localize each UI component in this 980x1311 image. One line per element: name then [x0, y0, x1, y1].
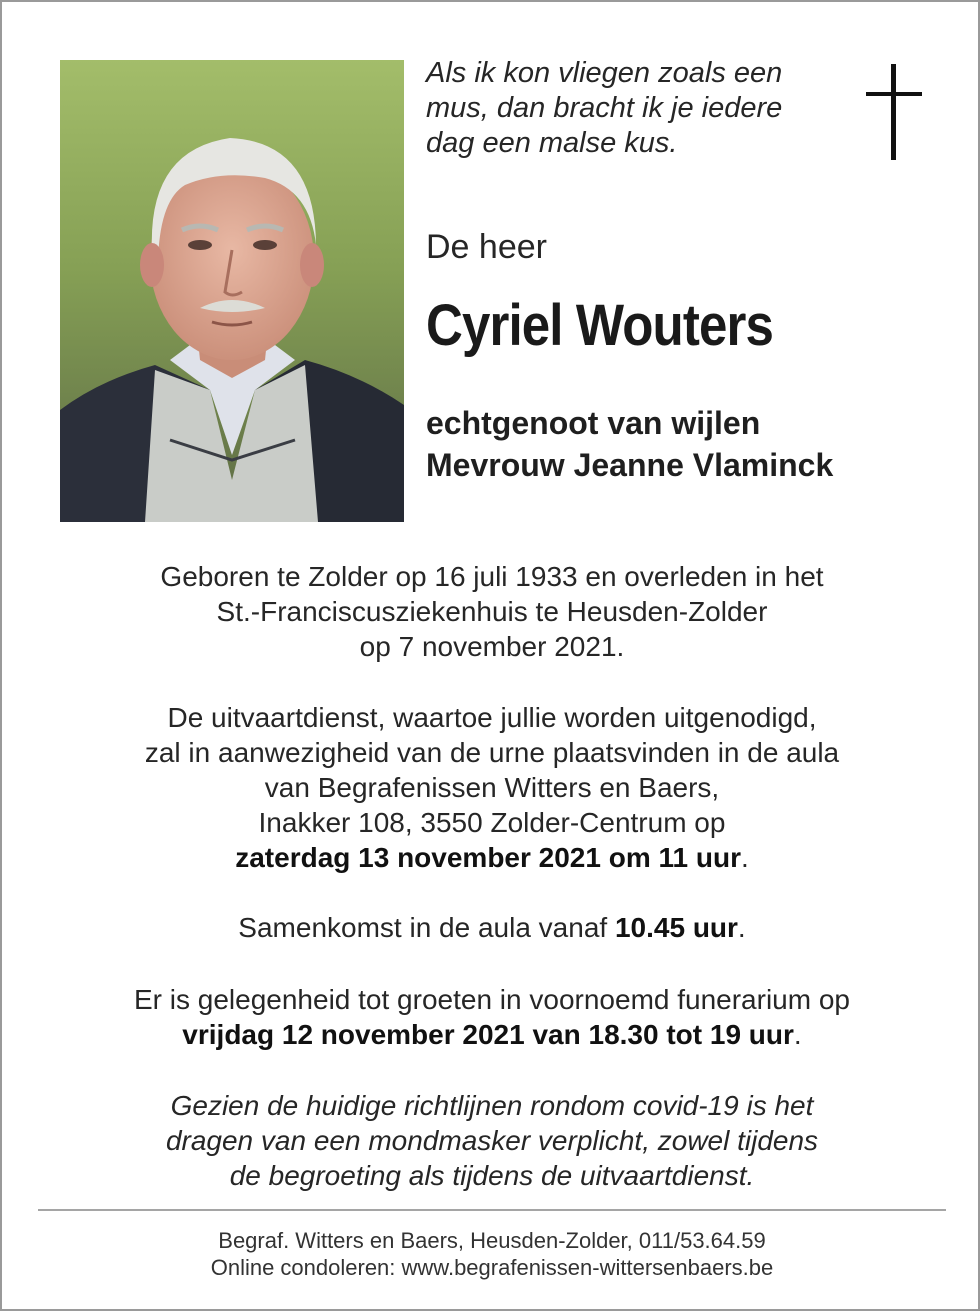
deceased-name: Cyriel Wouters: [426, 293, 773, 358]
gathering-paragraph: [42, 910, 942, 945]
footer-condolence-link[interactable]: Online condoleren: www.begrafenissen-wittersenbaers.be: [210, 1255, 774, 1280]
covid-line: Gezien de huidige richtlijnen rondom covid-19 is het: [170, 1090, 814, 1121]
service-line: De uitvaartdienst, waartoe jullie worden uitgenodigd,: [167, 702, 817, 733]
birth-death-line: St.-Franciscusziekenhuis te Heusden-Zolder: [216, 596, 768, 627]
viewing-line: Er is gelegenheid tot groeten in voornoemd funerarium op: [134, 984, 850, 1015]
service-paragraph: [42, 700, 942, 875]
spouse-line: Mevrouw Jeanne Vlaminck: [426, 447, 834, 483]
poem: [426, 56, 846, 161]
spouse-info: [426, 402, 833, 486]
service-line: van Begrafenissen Witters en Baers,: [264, 772, 720, 803]
birth-death-paragraph: [42, 559, 942, 664]
birth-death-line: op 7 november 2021.: [359, 631, 625, 662]
birth-death-line: Geboren te Zolder op 16 juli 1933 en overleden in het: [160, 561, 824, 592]
gathering-suffix: .: [737, 912, 746, 943]
honorific: De heer: [426, 228, 547, 266]
viewing-date-line: [42, 1017, 942, 1052]
viewing-paragraph: [42, 982, 942, 1052]
gathering-time: 10.45 uur: [614, 912, 738, 943]
gathering-prefix: Samenkomst in de aula vanaf: [238, 912, 615, 943]
cross-icon: [866, 64, 924, 162]
covid-line: dragen van een mondmasker verplicht, zowel tijdens: [165, 1125, 819, 1156]
service-date: zaterdag 13 november 2021 om 11 uur: [235, 842, 741, 873]
footer-contact: Begraf. Witters en Baers, Heusden-Zolder, 011/53.64.59: [218, 1228, 766, 1253]
poem-line: dag een malse kus.: [426, 127, 678, 159]
covid-line: de begroeting als tijdens de uitvaartdienst.: [229, 1160, 755, 1191]
service-line: Inakker 108, 3550 Zolder-Centrum op: [258, 807, 726, 838]
portrait-photo: [60, 60, 404, 522]
service-date-line: [42, 840, 942, 875]
viewing-date: vrijdag 12 november 2021 van 18.30 tot 19 uur: [182, 1019, 794, 1050]
covid-paragraph: [42, 1088, 942, 1193]
poem-line: mus, dan bracht ik je iedere: [426, 92, 783, 124]
poem-line: Als ik kon vliegen zoals een: [426, 57, 783, 89]
spouse-line: echtgenoot van wijlen: [426, 405, 761, 441]
gathering-line: [42, 910, 942, 945]
footer: [42, 1227, 942, 1281]
viewing-suffix: .: [793, 1019, 802, 1050]
service-line: zal in aanwezigheid van de urne plaatsvinden in de aula: [144, 737, 840, 768]
portrait-illustration: [60, 60, 404, 522]
footer-divider: [38, 1209, 946, 1211]
service-date-suffix: .: [741, 842, 749, 873]
